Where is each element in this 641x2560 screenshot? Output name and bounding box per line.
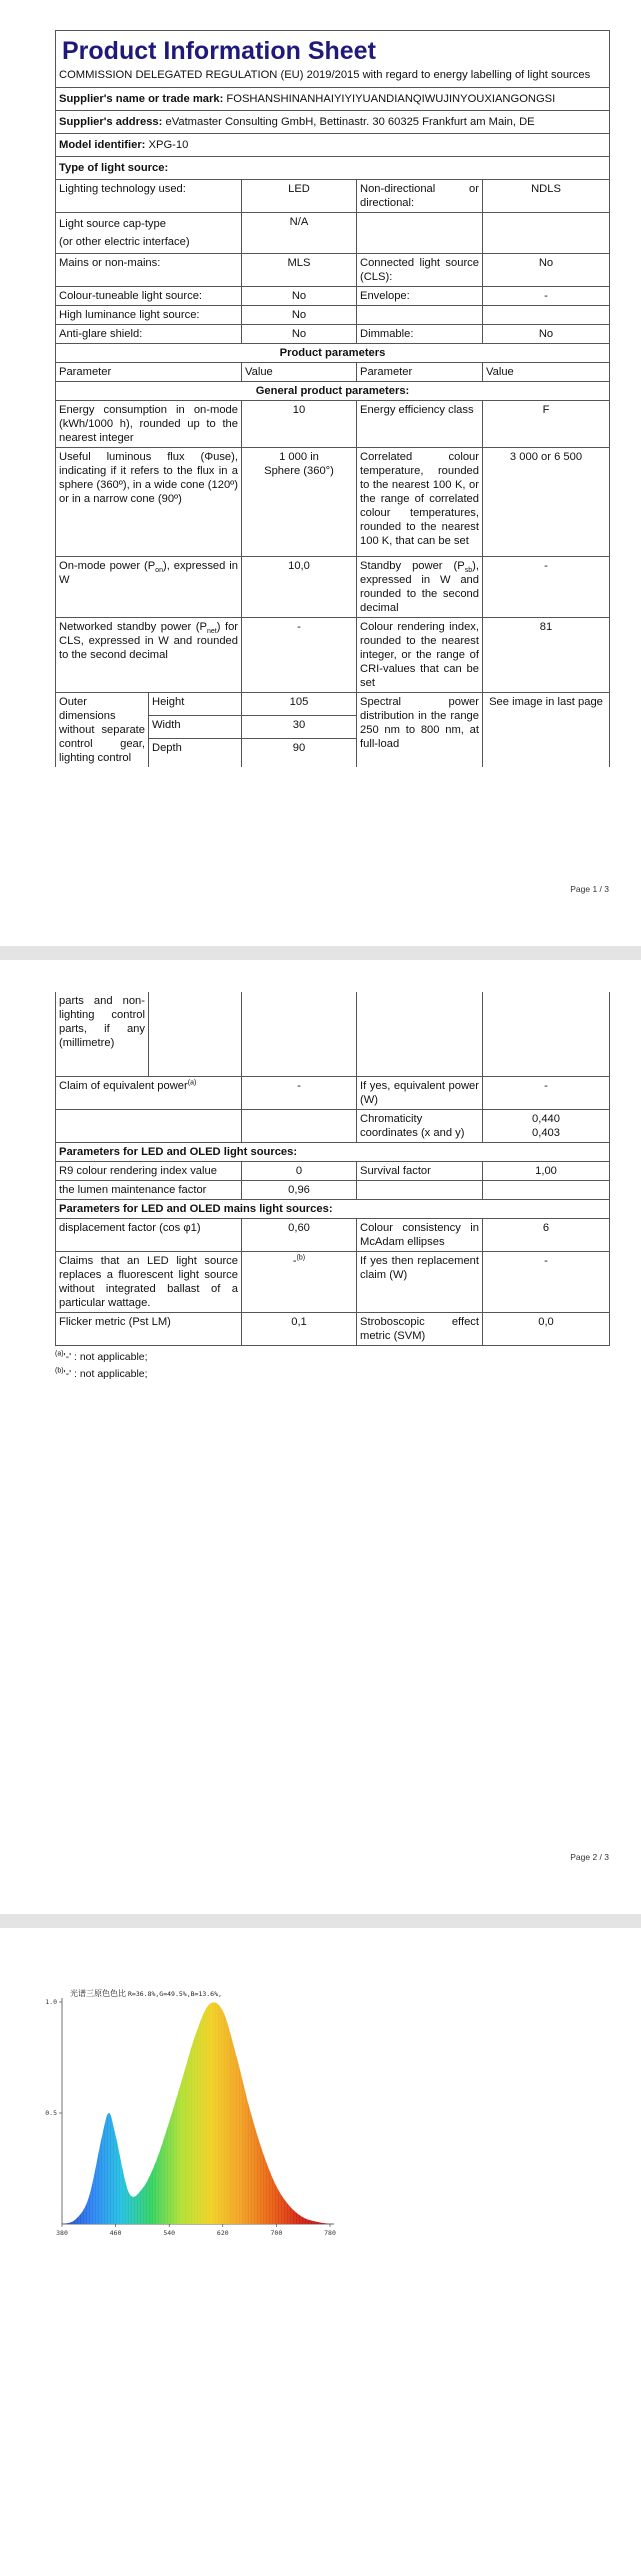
empty-cell bbox=[357, 1181, 483, 1200]
envelope-label: Envelope: bbox=[357, 287, 483, 306]
led-heading: Parameters for LED and OLED light sources: bbox=[56, 1143, 610, 1162]
depth-label: Depth bbox=[149, 739, 242, 768]
cls-label: Connected light source (CLS): bbox=[357, 254, 483, 287]
chart-title: 光谱三原色色比 bbox=[70, 1989, 126, 1998]
efficiency-label: Energy efficiency class bbox=[357, 401, 483, 448]
cct-value: 3 000 or 6 500 bbox=[483, 448, 610, 557]
spectral-label: Spectral power distribution in the range 250 nm to 800 nm, at full-load bbox=[357, 693, 483, 768]
consistency-value: 6 bbox=[483, 1219, 610, 1252]
header-cell bbox=[56, 31, 610, 88]
tech-label: Lighting technology used: bbox=[56, 180, 242, 213]
cri-label: Colour rendering index, rounded to the nearest integer, or the range of CRI-values that can be set bbox=[357, 618, 483, 693]
equivalent-power-value: - bbox=[242, 1077, 357, 1110]
col-parameter: Parameter bbox=[357, 363, 483, 382]
mains-heading: Parameters for LED and OLED mains light sources: bbox=[56, 1200, 610, 1219]
networked-label-a: Networked standby power (P bbox=[59, 621, 207, 633]
x-tick-label: 780 bbox=[324, 2229, 336, 2237]
empty-cell bbox=[56, 1110, 242, 1143]
efficiency-value: F bbox=[483, 401, 610, 448]
tuneable-label: Colour-tuneable light source: bbox=[56, 287, 242, 306]
supplier-address-row bbox=[56, 111, 610, 134]
y-tick-label: 1.0 bbox=[45, 1998, 57, 2006]
r9-label: R9 colour rendering index value bbox=[56, 1162, 242, 1181]
directional-label: Non-directional or directional: bbox=[357, 180, 483, 213]
footnote-a bbox=[55, 1349, 609, 1366]
dimmable-value: No bbox=[483, 325, 610, 344]
footnote-a-mark: (a) bbox=[55, 1350, 64, 1358]
equivalent-watt-value: - bbox=[483, 1077, 610, 1110]
standby-label-sub: sb bbox=[464, 567, 473, 575]
cap-label-line2: (or other electric interface) bbox=[59, 236, 190, 248]
footnote-b-mark: (b) bbox=[55, 1367, 64, 1375]
dimmable-label: Dimmable: bbox=[357, 325, 483, 344]
power-label-sub: on bbox=[155, 567, 163, 575]
networked-label-b: ) for CLS, expressed in W and rounded to the second decimal bbox=[59, 621, 239, 661]
empty-cell bbox=[357, 992, 483, 1077]
spectrum-chart bbox=[30, 1970, 350, 2260]
tuneable-value: No bbox=[242, 287, 357, 306]
directional-value: NDLS bbox=[483, 180, 610, 213]
page-number: Page 1 / 3 bbox=[570, 884, 609, 894]
general-heading: General product parameters: bbox=[56, 382, 610, 401]
chromaticity-x: 0,440 bbox=[532, 1113, 560, 1125]
info-table bbox=[55, 30, 610, 767]
x-tick-label: 700 bbox=[270, 2229, 283, 2237]
displacement-label: displacement factor (cos φ1) bbox=[56, 1219, 242, 1252]
model-row bbox=[56, 134, 610, 157]
cct-label: Correlated colour temperature, rounded to the nearest 100 K, or the range of correlated colour temperatures, rounded to the nearest 100 K, that can be set bbox=[357, 448, 483, 557]
mains-value: MLS bbox=[242, 254, 357, 287]
empty-cell bbox=[483, 213, 610, 254]
flicker-value: 0,1 bbox=[242, 1313, 357, 1346]
replacement-label: If yes then replacement claim (W) bbox=[357, 1252, 483, 1313]
cap-label bbox=[56, 213, 242, 254]
y-tick-label: 0.5 bbox=[45, 2109, 57, 2117]
footnote-b-ref: (b) bbox=[296, 1254, 306, 1262]
empty-cell bbox=[483, 306, 610, 325]
flicker-label: Flicker metric (Pst LM) bbox=[56, 1313, 242, 1346]
equivalent-power-text: Claim of equivalent power bbox=[59, 1080, 188, 1092]
cls-value: No bbox=[483, 254, 610, 287]
standby-label-a: Standby power (P bbox=[360, 560, 465, 572]
product-params-heading: Product parameters bbox=[56, 344, 610, 363]
replacement-value: - bbox=[483, 1252, 610, 1313]
antiglare-value: No bbox=[242, 325, 357, 344]
empty-cell bbox=[357, 213, 483, 254]
page-2 bbox=[0, 968, 641, 1908]
stroboscopic-label: Stroboscopic effect metric (SVM) bbox=[357, 1313, 483, 1346]
x-tick-label: 460 bbox=[109, 2229, 122, 2237]
high-luminance-label: High luminance light source: bbox=[56, 306, 242, 325]
empty-cell bbox=[483, 992, 610, 1077]
model-label: Model identifier: bbox=[59, 139, 146, 151]
tech-value: LED bbox=[242, 180, 357, 213]
envelope-value: - bbox=[483, 287, 610, 306]
mains-label: Mains or non-mains: bbox=[56, 254, 242, 287]
supplier-address: eVatmaster Consulting GmbH, Bettinastr. 30 60325 Frankfurt am Main, DE bbox=[165, 116, 535, 128]
page-title: Product Information Sheet bbox=[62, 37, 376, 65]
page-separator bbox=[0, 1914, 641, 1928]
power-value: 10,0 bbox=[242, 557, 357, 618]
footnote-a-ref: (a) bbox=[187, 1079, 197, 1087]
maintenance-label: the lumen maintenance factor bbox=[56, 1181, 242, 1200]
flux-label: Useful luminous flux (Φuse), indicating if it refers to the flux in a sphere (360º), in a wide cone (120º) or in a narrow cone (90º) bbox=[56, 448, 242, 557]
model-identifier: XPG-10 bbox=[148, 139, 189, 151]
page-number: Page 2 / 3 bbox=[570, 1852, 609, 1862]
networked-label-sub: net bbox=[206, 628, 217, 636]
chromaticity-label: Chromaticity coordinates (x and y) bbox=[357, 1110, 483, 1143]
displacement-value: 0,60 bbox=[242, 1219, 357, 1252]
equivalent-power-label bbox=[56, 1077, 242, 1110]
empty-cell bbox=[483, 1181, 610, 1200]
width-value: 30 bbox=[242, 716, 357, 739]
empty-cell bbox=[149, 992, 242, 1077]
cap-value: N/A bbox=[242, 213, 357, 254]
supplier-name-row bbox=[56, 88, 610, 111]
spectral-value: See image in last page bbox=[483, 693, 610, 768]
col-parameter: Parameter bbox=[56, 363, 242, 382]
flux-value-line1: 1 000 in bbox=[279, 451, 319, 463]
footnote-b-text: '-' : not applicable; bbox=[63, 1368, 148, 1380]
supplier-name: FOSHANSHINANHAIYIYIYUANDIANQIWUJINYOUXIANGONGSI bbox=[226, 93, 556, 105]
claim-value-text: - bbox=[292, 1255, 297, 1267]
supplier-address-label: Supplier's address: bbox=[59, 116, 163, 128]
maintenance-value: 0,96 bbox=[242, 1181, 357, 1200]
claim-label: Claims that an LED light source replaces a fluorescent light source without integrated ballast of a particular wattage. bbox=[56, 1252, 242, 1313]
depth-value: 90 bbox=[242, 739, 357, 768]
standby-label bbox=[357, 557, 483, 618]
energy-value: 10 bbox=[242, 401, 357, 448]
energy-label: Energy consumption in on-mode (kWh/1000 h), rounded up to the nearest integer bbox=[56, 401, 242, 448]
power-label-b: ), expressed in W bbox=[59, 560, 238, 586]
height-value: 105 bbox=[242, 693, 357, 716]
x-tick-label: 540 bbox=[163, 2229, 176, 2237]
power-label bbox=[56, 557, 242, 618]
outer-dimensions-label: Outer dimensions without separate control gear, lighting control bbox=[56, 693, 149, 768]
document-body bbox=[55, 30, 609, 767]
high-luminance-value: No bbox=[242, 306, 357, 325]
empty-cell bbox=[357, 306, 483, 325]
equivalent-watt-label: If yes, equivalent power (W) bbox=[357, 1077, 483, 1110]
x-tick-label: 380 bbox=[56, 2229, 68, 2237]
document-body-continued bbox=[55, 992, 609, 1383]
claim-value bbox=[242, 1252, 357, 1313]
regulation-text: COMMISSION DELEGATED REGULATION (EU) 2019/2015 with regard to energy labelling of light sources bbox=[59, 69, 591, 81]
chart-subtitle: R=36.8%,G=49.5%,B=13.6%, bbox=[128, 1990, 222, 1998]
width-label: Width bbox=[149, 716, 242, 739]
stroboscopic-value: 0,0 bbox=[483, 1313, 610, 1346]
outer-dimensions-label-continued: parts and non-lighting control parts, if any (millimetre) bbox=[56, 992, 149, 1077]
cap-label-line1: Light source cap-type bbox=[59, 218, 166, 230]
networked-label bbox=[56, 618, 242, 693]
info-table-continued bbox=[55, 992, 610, 1346]
antiglare-label: Anti-glare shield: bbox=[56, 325, 242, 344]
type-heading: Type of light source: bbox=[56, 157, 610, 180]
survival-label: Survival factor bbox=[357, 1162, 483, 1181]
empty-cell bbox=[242, 992, 357, 1077]
footnote-a-text: '-' : not applicable; bbox=[63, 1351, 148, 1363]
cri-value: 81 bbox=[483, 618, 610, 693]
standby-value: - bbox=[483, 557, 610, 618]
col-value: Value bbox=[242, 363, 357, 382]
survival-value: 1,00 bbox=[483, 1162, 610, 1181]
networked-value: - bbox=[242, 618, 357, 693]
col-value: Value bbox=[483, 363, 610, 382]
flux-value bbox=[242, 448, 357, 557]
power-label-a: On-mode power (P bbox=[59, 560, 156, 572]
chromaticity-value bbox=[483, 1110, 610, 1143]
standby-label-b: ), expressed in W and rounded to the second decimal bbox=[360, 560, 479, 614]
page-1 bbox=[0, 0, 641, 940]
supplier-name-label: Supplier's name or trade mark: bbox=[59, 93, 224, 105]
flux-value-line2: Sphere (360°) bbox=[264, 465, 334, 477]
page-separator bbox=[0, 946, 641, 960]
height-label: Height bbox=[149, 693, 242, 716]
footnote-b bbox=[55, 1366, 609, 1383]
chromaticity-y: 0,403 bbox=[532, 1127, 560, 1139]
empty-cell bbox=[242, 1110, 357, 1143]
r9-value: 0 bbox=[242, 1162, 357, 1181]
consistency-label: Colour consistency in McAdam ellipses bbox=[357, 1219, 483, 1252]
x-tick-label: 620 bbox=[216, 2229, 229, 2237]
